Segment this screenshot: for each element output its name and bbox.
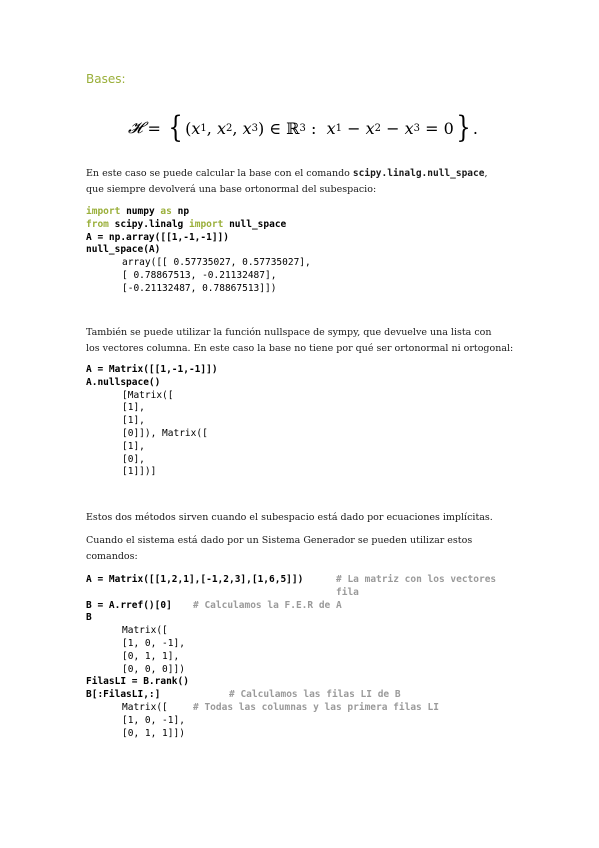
formula-left-brace: {	[168, 110, 183, 145]
paragraph-sympy: También se puede utilizar la función nullspace de sympy, que devuelve una lista con los vectores columna. En este caso la base no tiene por qué ser ortonormal ni ortogonal:	[86, 327, 514, 354]
paragraph-implicit: Estos dos métodos sirven cuando el subespacio está dado por ecuaciones implícitas.	[86, 512, 493, 523]
paragraph-scipy: En este caso se puede calcular la base con el comando scipy.linalg.null_space, que siempre devolverá una base ortonormal del subespacio:	[86, 168, 488, 195]
comment-matrix-vectors: # La matriz con los vectores	[336, 574, 497, 585]
comment-todas-columnas: # Todas las columnas y las primera filas LI	[193, 702, 439, 713]
inline-code-null-space: scipy.linalg.null_space	[352, 168, 485, 179]
comment-filas-li: # Calculamos las filas LI de B	[229, 689, 401, 701]
code-block-rref: A = Matrix([[1,2,1],[-1,2,3],[1,6,5]]) B = A.rref()[0] B Matrix([ [1, 0, -1], [0, 1, 1], [0, 0, 0]]) FilasLI = B.rank() B[:FilasLI,:] Matrix([ [1, 0, -1], [0, 1, 1]])	[86, 574, 304, 739]
code-block-sympy-nullspace: A = Matrix([[1,-1,-1]]) A.nullspace() [Matrix([ [1], [1], [0]]), Matrix([ [1], [0], [1]])]	[86, 364, 218, 478]
comment-fer: # Calculamos la F.E.R de A	[193, 599, 342, 611]
code-block-scipy: import numpy as np from scipy.linalg import null_space A = np.array([[1,-1,-1]]) null_space(A) array([[ 0.57735027, 0.57735027], [ 0.78867513, -0.21132487], [-0.21132487, 0.78867513]])	[86, 206, 311, 294]
section-heading: Bases:	[86, 72, 126, 86]
formula-lhs: 𝓗	[128, 118, 143, 137]
paragraph-generator: Cuando el sistema está dado por un Sistema Generador se pueden utilizar estos comandos:	[86, 535, 473, 562]
subspace-formula: 𝓗 = { ( x 1 , x 2 , x 3 ) ∈ ℝ 3 : x 1 − x 2 − x 3 = 0 } .	[128, 110, 478, 145]
formula-right-brace: }	[456, 110, 471, 145]
comment-matrix-vectors-cont: fila	[336, 586, 359, 598]
